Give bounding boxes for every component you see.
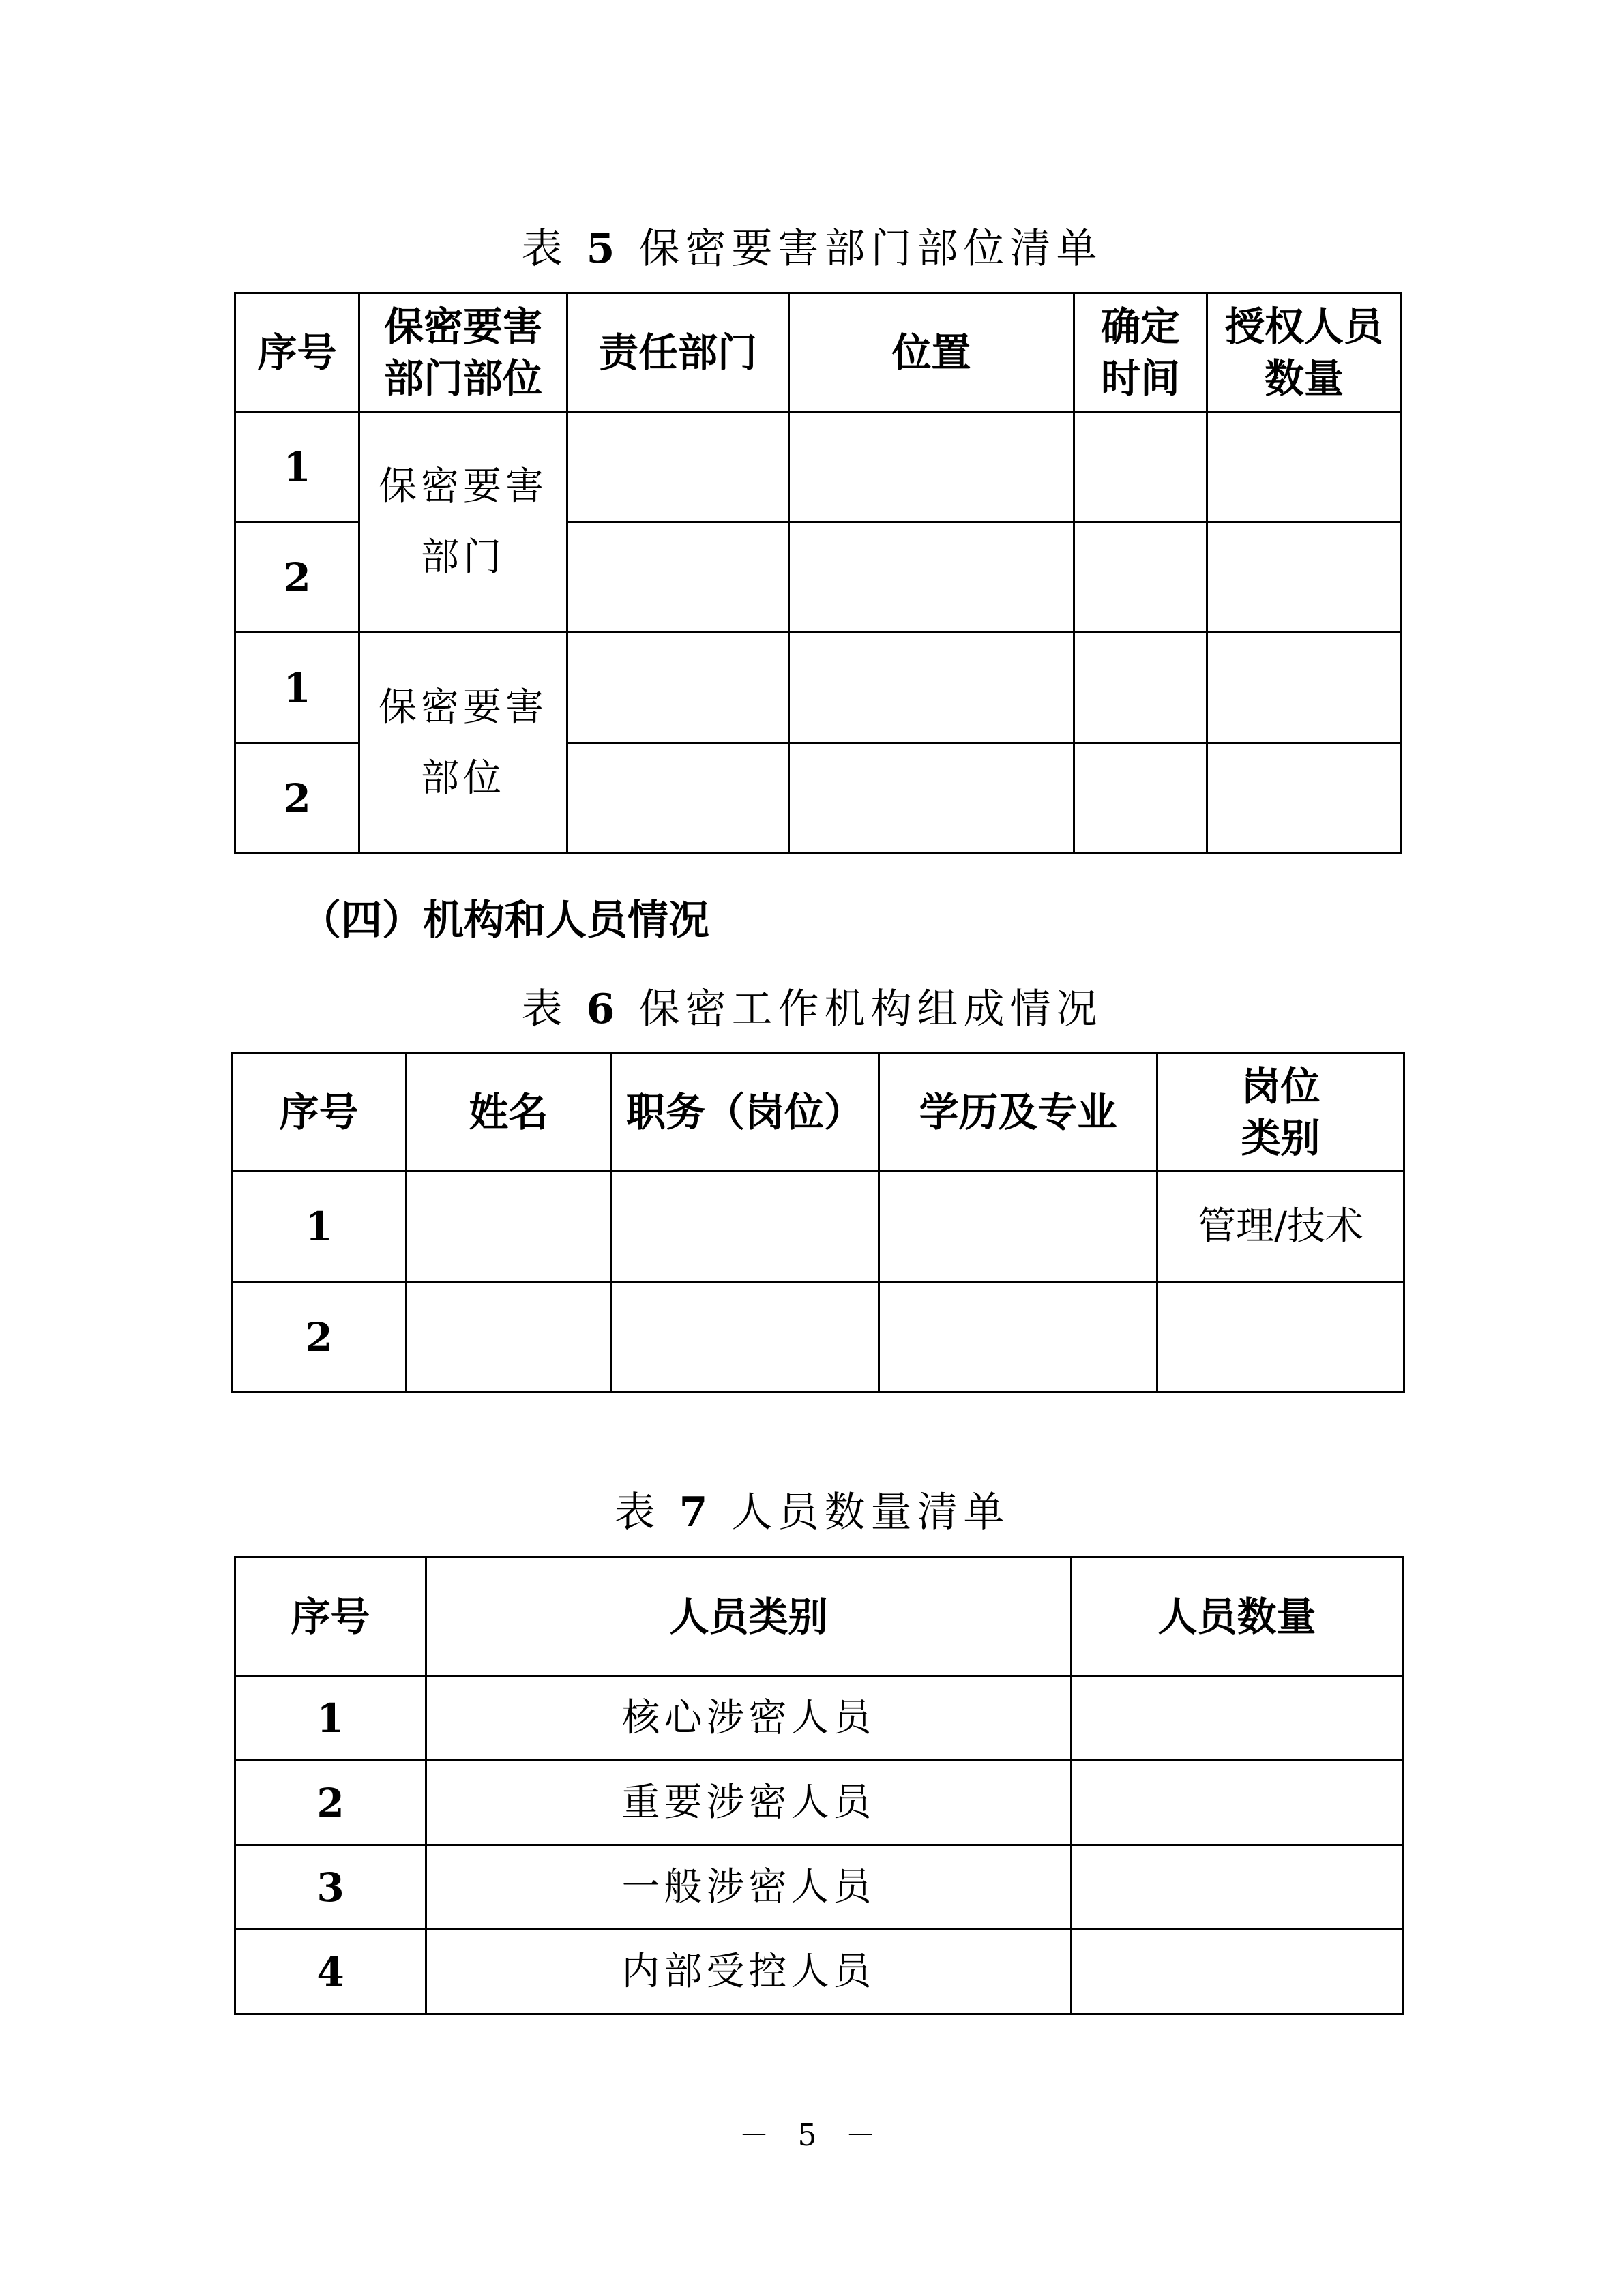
cell xyxy=(789,522,1074,633)
table5-header-date: 确定时间 xyxy=(1074,293,1207,412)
category-cell xyxy=(1157,1282,1404,1392)
table-row xyxy=(232,1172,1404,1282)
row-number: 2 xyxy=(235,1761,426,1845)
category-cell: 重要涉密人员 xyxy=(426,1761,1072,1845)
table6-header-num: 序号 xyxy=(232,1053,407,1172)
cell xyxy=(1072,1761,1403,1845)
unit-group: 保密要害部门 xyxy=(359,412,567,633)
unit-group: 保密要害部位 xyxy=(359,633,567,854)
section-title: （四）机构和人员情况 xyxy=(300,897,709,944)
table-row xyxy=(232,1282,1404,1392)
table-row xyxy=(235,1930,1403,2014)
table6-header-category: 岗位类别 xyxy=(1157,1053,1404,1172)
category-cell: 内部受控人员 xyxy=(426,1930,1072,2014)
category-cell: 管理/技术 xyxy=(1157,1172,1404,1282)
table7 xyxy=(234,1556,1404,2015)
row-number: 2 xyxy=(235,522,359,633)
row-number: 2 xyxy=(232,1282,407,1392)
row-number: 1 xyxy=(235,412,359,522)
cell xyxy=(407,1282,611,1392)
row-number: 4 xyxy=(235,1930,426,2014)
row-number: 1 xyxy=(235,633,359,743)
row-number: 1 xyxy=(232,1172,407,1282)
table5-caption: 表 5 保密要害部门部位清单 xyxy=(521,225,1103,273)
cell xyxy=(611,1172,879,1282)
cell xyxy=(567,522,789,633)
table7-header-row xyxy=(235,1557,1403,1676)
row-number: 3 xyxy=(235,1845,426,1930)
cell xyxy=(1074,412,1207,522)
cell xyxy=(1207,522,1402,633)
cell xyxy=(1072,1676,1403,1761)
cell xyxy=(567,743,789,854)
cell xyxy=(611,1282,879,1392)
table5-header-dept: 责任部门 xyxy=(567,293,789,412)
table5-header-count: 授权人员数量 xyxy=(1207,293,1402,412)
table5-header-row xyxy=(235,293,1402,412)
cell xyxy=(1207,633,1402,743)
table6 xyxy=(231,1052,1405,1393)
table7-header-count: 人员数量 xyxy=(1072,1557,1403,1676)
table5 xyxy=(234,292,1402,854)
cell xyxy=(879,1172,1157,1282)
category-cell: 一般涉密人员 xyxy=(426,1845,1072,1930)
table7-header-num: 序号 xyxy=(235,1557,426,1676)
table6-header-name: 姓名 xyxy=(407,1053,611,1172)
row-number: 1 xyxy=(235,1676,426,1761)
cell xyxy=(407,1172,611,1282)
table5-header-num: 序号 xyxy=(235,293,359,412)
cell xyxy=(1207,412,1402,522)
table5-header-unit: 保密要害部门部位 xyxy=(359,293,567,412)
table-row xyxy=(235,412,1402,522)
table-row xyxy=(235,1761,1403,1845)
table6-header-position: 职务（岗位） xyxy=(611,1053,879,1172)
cell xyxy=(1074,522,1207,633)
table6-header-education: 学历及专业 xyxy=(879,1053,1157,1172)
cell xyxy=(789,412,1074,522)
cell xyxy=(1072,1930,1403,2014)
cell xyxy=(789,743,1074,854)
category-cell: 核心涉密人员 xyxy=(426,1676,1072,1761)
cell xyxy=(567,412,789,522)
row-number: 2 xyxy=(235,743,359,854)
cell xyxy=(879,1282,1157,1392)
cell xyxy=(567,633,789,743)
table7-header-category: 人员类别 xyxy=(426,1557,1072,1676)
table5-header-location: 位置 xyxy=(789,293,1074,412)
cell xyxy=(789,633,1074,743)
page-number: － 5 － xyxy=(739,2118,885,2153)
table-row xyxy=(235,1845,1403,1930)
cell xyxy=(1072,1845,1403,1930)
cell xyxy=(1207,743,1402,854)
table6-header-row xyxy=(232,1053,1404,1172)
table-row xyxy=(235,1676,1403,1761)
table7-caption: 表 7 人员数量清单 xyxy=(614,1489,1010,1536)
cell xyxy=(1074,743,1207,854)
cell xyxy=(1074,633,1207,743)
table6-caption: 表 6 保密工作机构组成情况 xyxy=(521,985,1103,1033)
table-row xyxy=(235,633,1402,743)
